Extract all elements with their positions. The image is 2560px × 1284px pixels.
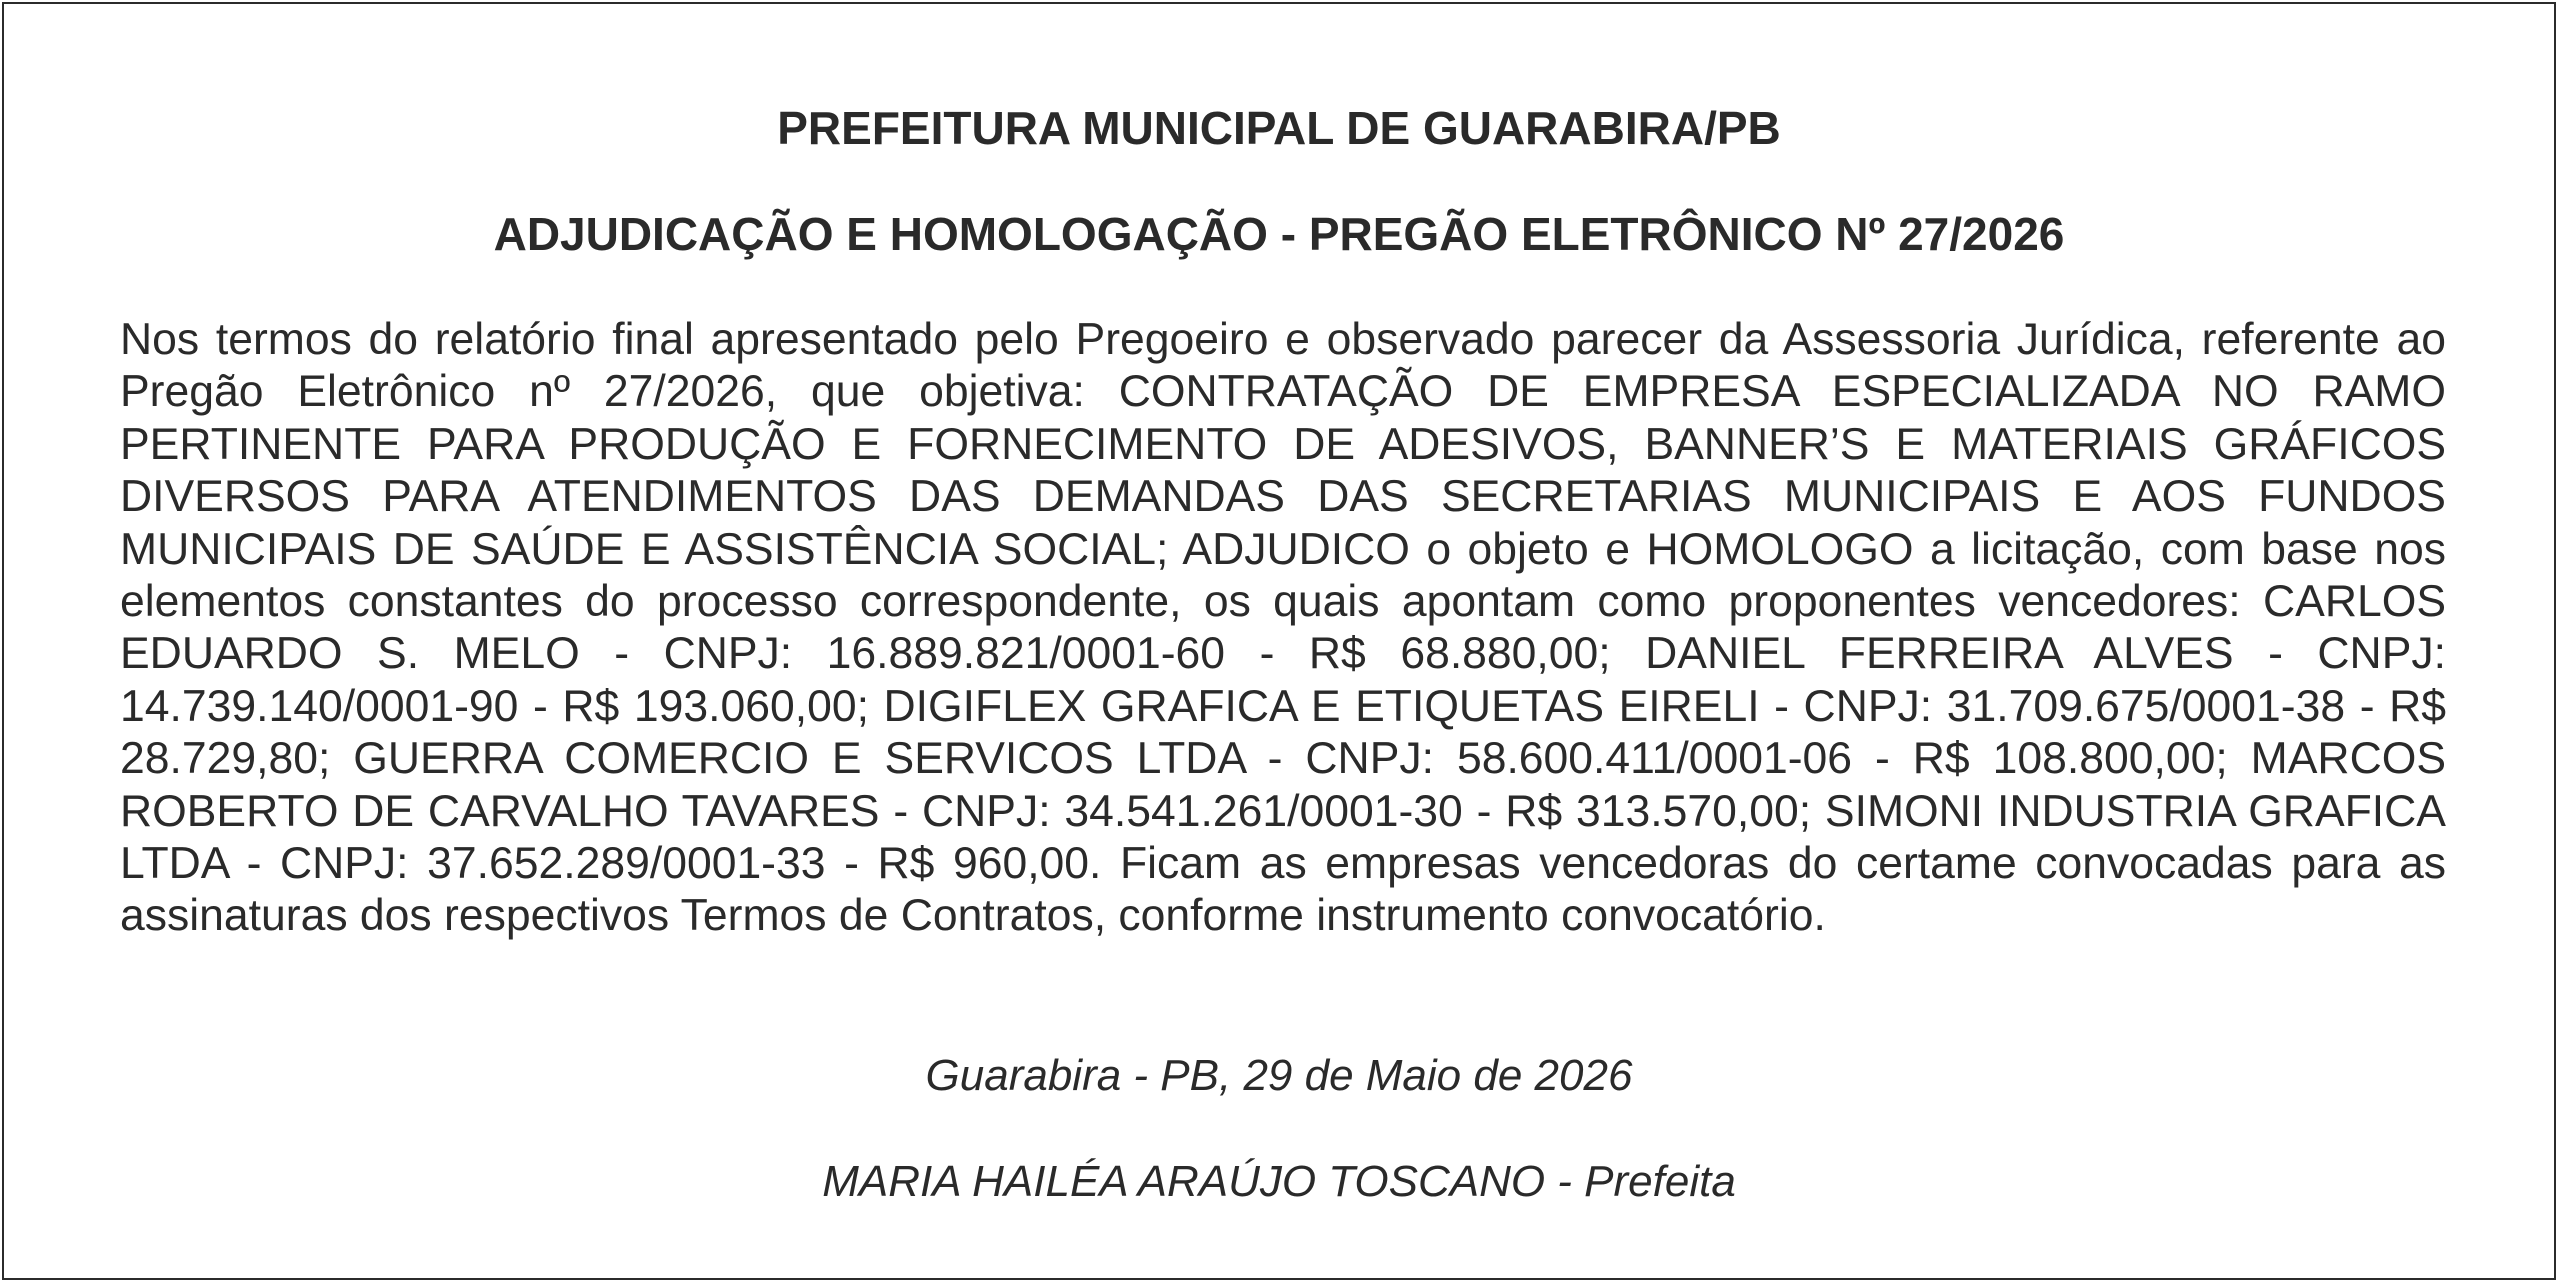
notice-title: PREFEITURA MUNICIPAL DE GUARABIRA/PB — [777, 102, 1781, 154]
notice-body-text: Nos termos do relatório final apresentado pelo Pregoeiro e observado parecer da Assessoria Jurídica, referente ao Pregão Eletrônico nº 27/2026, que objetiva: CONTRATAÇÃO DE EMPRESA ESPECIALIZADA NO RAMO PERTINENTE PARA PRODUÇÃO E FORNECIMENTO DE ADESIVOS, BANNER’S E MATERIAIS GRÁFICOS DIVERSOS PARA ATENDIMENTOS DAS DEMANDAS DAS SECRETARIAS MUNICIPAIS E AOS FUNDOS MUNICIPAIS DE SAÚDE E ASSISTÊNCIA SOCIAL; ADJUDICO o objeto e HOMOLOGO a licitação, com base nos elementos constantes do processo correspondente, os quais apontam como proponentes vencedores: CARLOS EDUARDO S. MELO - CNPJ: 16.889.821/0001-60 - R$ 68.880,00; DANIEL FERREIRA ALVES - CNPJ: 14.739.140/0001-90 - R$ 193.060,00; DIGIFLEX GRAFICA E ETIQUETAS EIRELI - CNPJ: 31.709.675/0001-38 - R$ 28.729,80; GUERRA COMERCIO E SERVICOS LTDA - CNPJ: 58.600.411/0001-06 - R$ 108.800,00; MARCOS ROBERTO DE CARVALHO TAVARES - CNPJ: 34.541.261/0001-30 - R$ 313.570,00; SIMONI INDUSTRIA GRAFICA LTDA - CNPJ: 37.652.289/0001-33 - R$ 960,00. Ficam as empresas vencedoras do certame convocadas para as assinaturas dos respectivos Termos de Contratos, conforme instrumento convocatório. — [120, 315, 2446, 941]
notice-subtitle: ADJUDICAÇÃO E HOMOLOGAÇÃO - PREGÃO ELETRÔNICO Nº 27/2026 — [493, 208, 2065, 260]
notice-frame — [2, 2, 2556, 1280]
notice-signature: MARIA HAILÉA ARAÚJO TOSCANO - Prefeita — [822, 1157, 1736, 1206]
notice-date-line: Guarabira - PB, 29 de Maio de 2026 — [925, 1051, 1633, 1100]
